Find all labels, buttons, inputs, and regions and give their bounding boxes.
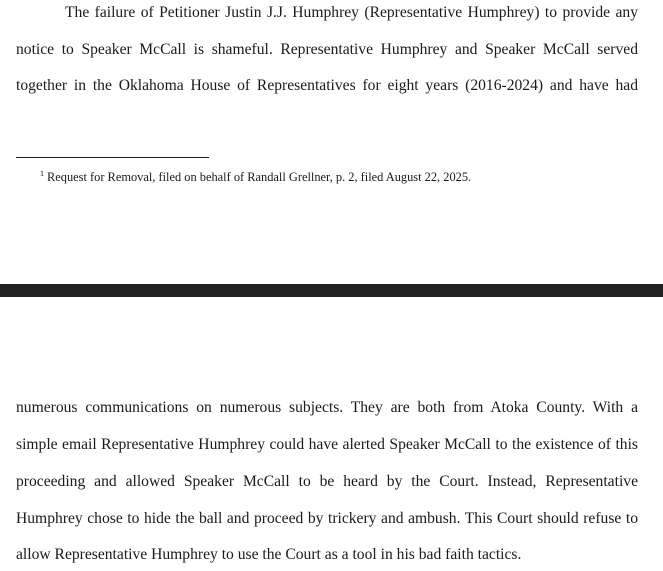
paragraph-line: together in the Oklahoma House of Representatives for eight years (2016-2024) and have had xyxy=(16,77,638,94)
footnote xyxy=(40,165,471,186)
paragraph-line: proceeding and allowed Speaker McCall to be heard by the Court. Instead, Representative xyxy=(16,473,638,490)
footnote-text: Request for Removal, filed on behalf of Randall Grellner, p. 2, filed August 22, 2025. xyxy=(47,170,472,184)
footnote-separator xyxy=(16,157,209,158)
paragraph-line: simple email Representative Humphrey could have alerted Speaker McCall to the existence of this xyxy=(16,436,638,453)
paragraph-line: notice to Speaker McCall is shameful. Representative Humphrey and Speaker McCall served xyxy=(16,41,638,58)
paragraph-line: Humphrey chose to hide the ball and proceed by trickery and ambush. This Court should refuse to xyxy=(16,510,638,527)
paragraph-line: numerous communications on numerous subjects. They are both from Atoka County. With a xyxy=(16,399,638,416)
footnote-marker: 1 xyxy=(40,169,44,178)
page-break-bar xyxy=(0,284,663,297)
paragraph-line: The failure of Petitioner Justin J.J. Humphrey (Representative Humphrey) to provide any xyxy=(65,4,638,21)
paragraph-line: allow Representative Humphrey to use the Court as a tool in his bad faith tactics. xyxy=(16,546,522,563)
